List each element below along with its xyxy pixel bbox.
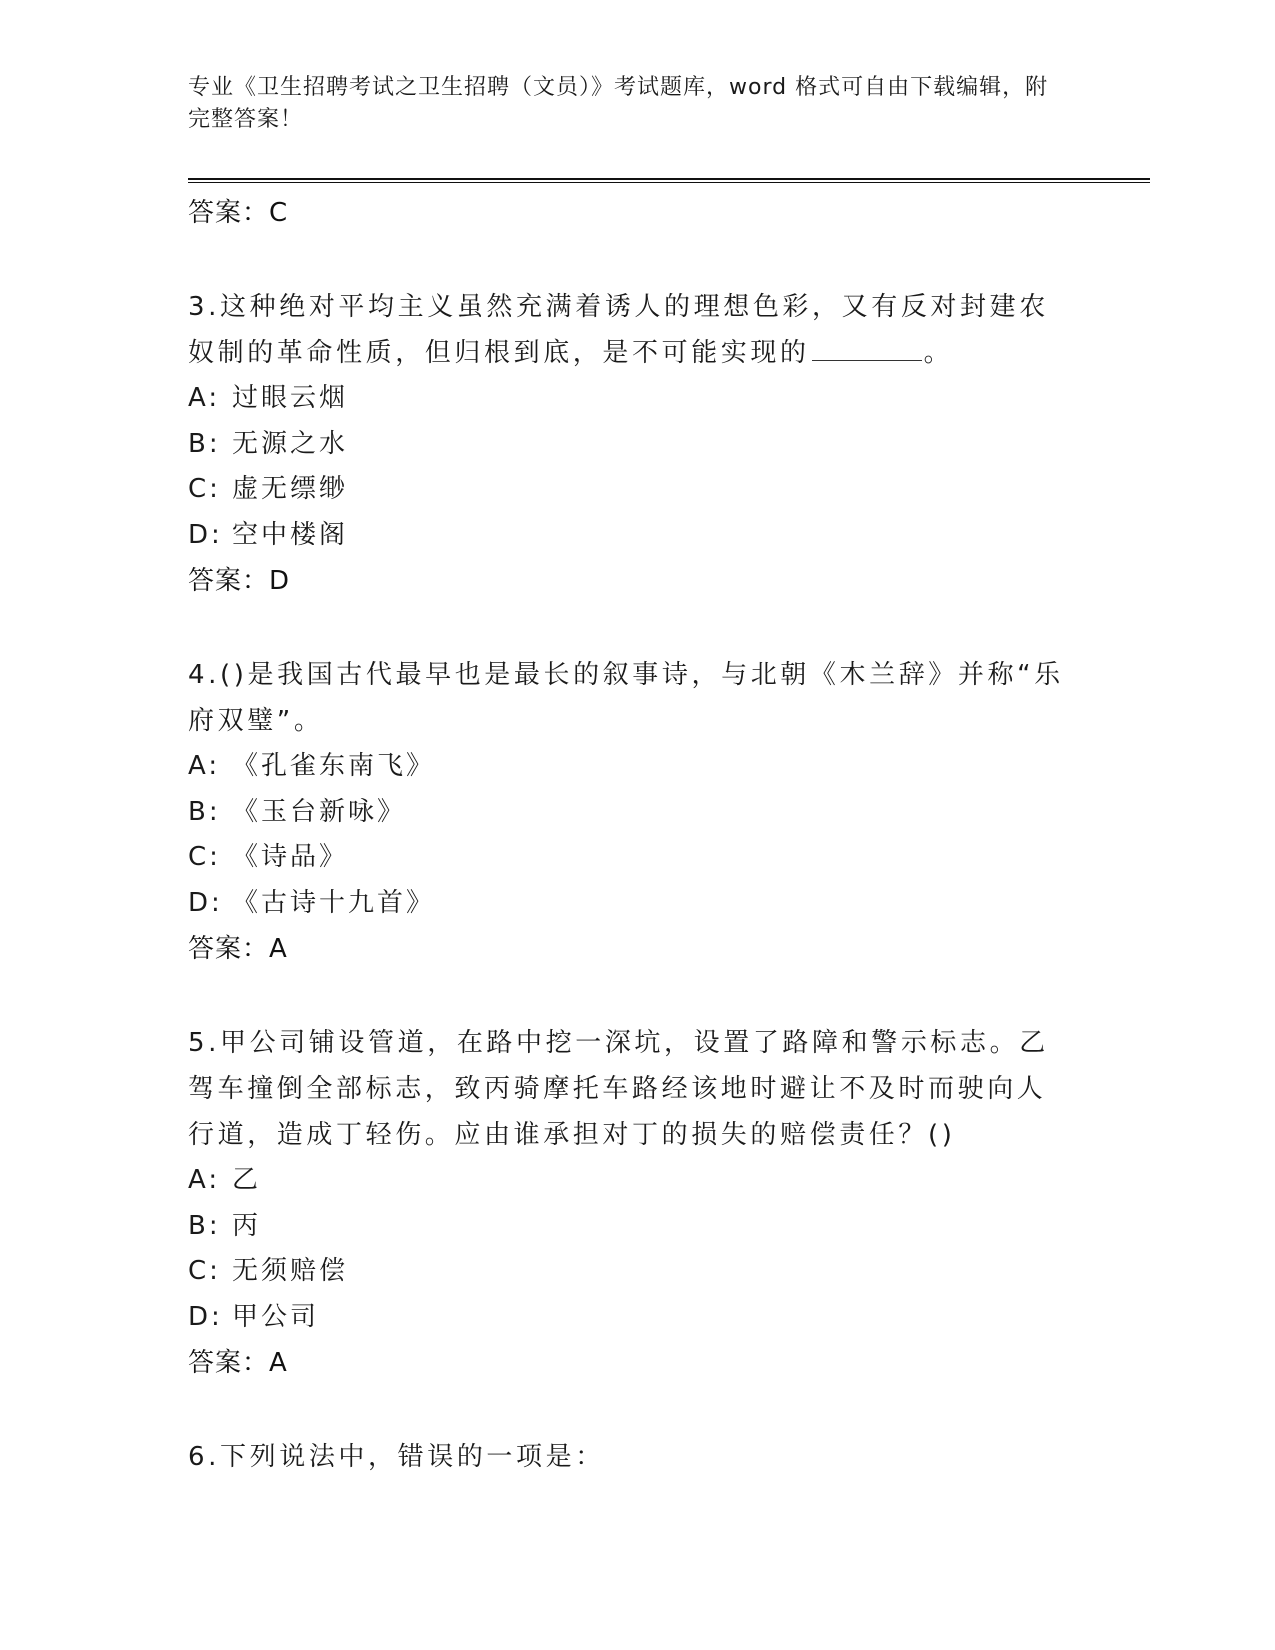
question-text: 下列说法中，错误的一项是： xyxy=(220,1442,605,1472)
question-stem xyxy=(188,1434,1068,1480)
option-letter: C: xyxy=(188,842,221,872)
answer-label: 答案： xyxy=(188,934,270,964)
option-text: 过眼云烟 xyxy=(232,383,349,413)
option-c xyxy=(188,1249,1068,1295)
option-text: 甲公司 xyxy=(232,1301,320,1332)
option-letter: B: xyxy=(188,796,221,827)
option-text: 《玉台新咏》 xyxy=(232,796,407,827)
answer-value: A xyxy=(269,1348,288,1378)
answer-value: C xyxy=(269,198,289,228)
answer-line xyxy=(188,926,1068,972)
option-b xyxy=(188,422,1068,468)
question-stem xyxy=(188,652,1068,744)
option-letter: A: xyxy=(188,751,221,781)
option-letter: A: xyxy=(188,383,221,413)
option-text: 《诗品》 xyxy=(232,842,349,872)
option-letter: C: xyxy=(188,1256,221,1286)
header-divider-thin xyxy=(188,182,1150,183)
option-letter: D: xyxy=(188,519,223,550)
question-number: 4. xyxy=(188,660,221,690)
option-a xyxy=(188,1158,1068,1204)
option-text: 乙 xyxy=(232,1165,262,1195)
answer-label: 答案： xyxy=(188,198,270,228)
option-letter: C: xyxy=(188,474,221,504)
answer-label: 答案： xyxy=(188,1348,270,1378)
option-c xyxy=(188,467,1068,513)
option-text: 无源之水 xyxy=(232,428,349,459)
question-number: 3. xyxy=(188,292,221,322)
option-text: 丙 xyxy=(232,1210,262,1241)
option-letter: A: xyxy=(188,1165,221,1195)
option-letter: B: xyxy=(188,428,221,459)
question-stem xyxy=(188,1020,1068,1158)
option-b xyxy=(188,790,1068,836)
fill-in-blank xyxy=(812,332,922,361)
option-text: 无须赔偿 xyxy=(232,1256,349,1286)
header-divider-thick xyxy=(188,178,1150,180)
answer-value: A xyxy=(269,934,288,964)
question-text-before-blank: 这种绝对平均主义虽然充满着诱人的理想色彩，又有反对封建农奴制的革命性质，但归根到底，是不可能实现的 xyxy=(188,292,1049,368)
option-d xyxy=(188,1295,1068,1341)
answer-label: 答案： xyxy=(188,566,270,596)
question-text: ()是我国古代最早也是最长的叙事诗，与北朝《木兰辞》并称“乐府双璧”。 xyxy=(188,660,1064,736)
question-text: 甲公司铺设管道，在路中挖一深坑，设置了路障和警示标志。乙驾车撞倒全部标志，致丙骑摩托车路经该地时避让不及时而驶向人行道，造成丁轻伤。应由谁承担对丁的损失的赔偿责任？() xyxy=(188,1028,1049,1150)
page-header: 专业《卫生招聘考试之卫生招聘（文员）》考试题库，word 格式可自由下载编辑，附完整答案！ xyxy=(188,75,1049,132)
option-b xyxy=(188,1204,1068,1250)
option-a xyxy=(188,744,1068,790)
answer-line xyxy=(188,190,1068,236)
option-text: 《孔雀东南飞》 xyxy=(232,751,436,781)
question-4 xyxy=(188,652,1068,972)
option-letter: B: xyxy=(188,1210,221,1241)
question-number: 6. xyxy=(188,1442,221,1472)
option-text: 《古诗十九首》 xyxy=(232,887,436,918)
option-d xyxy=(188,881,1068,927)
option-a xyxy=(188,376,1068,422)
question-stem xyxy=(188,284,1068,376)
question-5 xyxy=(188,1020,1068,1386)
question-number: 5. xyxy=(188,1028,221,1058)
question-6 xyxy=(188,1434,1068,1480)
option-c xyxy=(188,835,1068,881)
exam-content xyxy=(188,190,1068,1480)
option-d xyxy=(188,513,1068,559)
option-letter: D: xyxy=(188,1301,223,1332)
question-3 xyxy=(188,284,1068,604)
answer-value: D xyxy=(269,566,291,596)
answer-line xyxy=(188,558,1068,604)
answer-line xyxy=(188,1340,1068,1386)
option-text: 虚无缥缈 xyxy=(232,474,349,504)
question-text-after-blank: 。 xyxy=(923,338,954,368)
option-text: 空中楼阁 xyxy=(232,519,349,550)
option-letter: D: xyxy=(188,887,223,918)
